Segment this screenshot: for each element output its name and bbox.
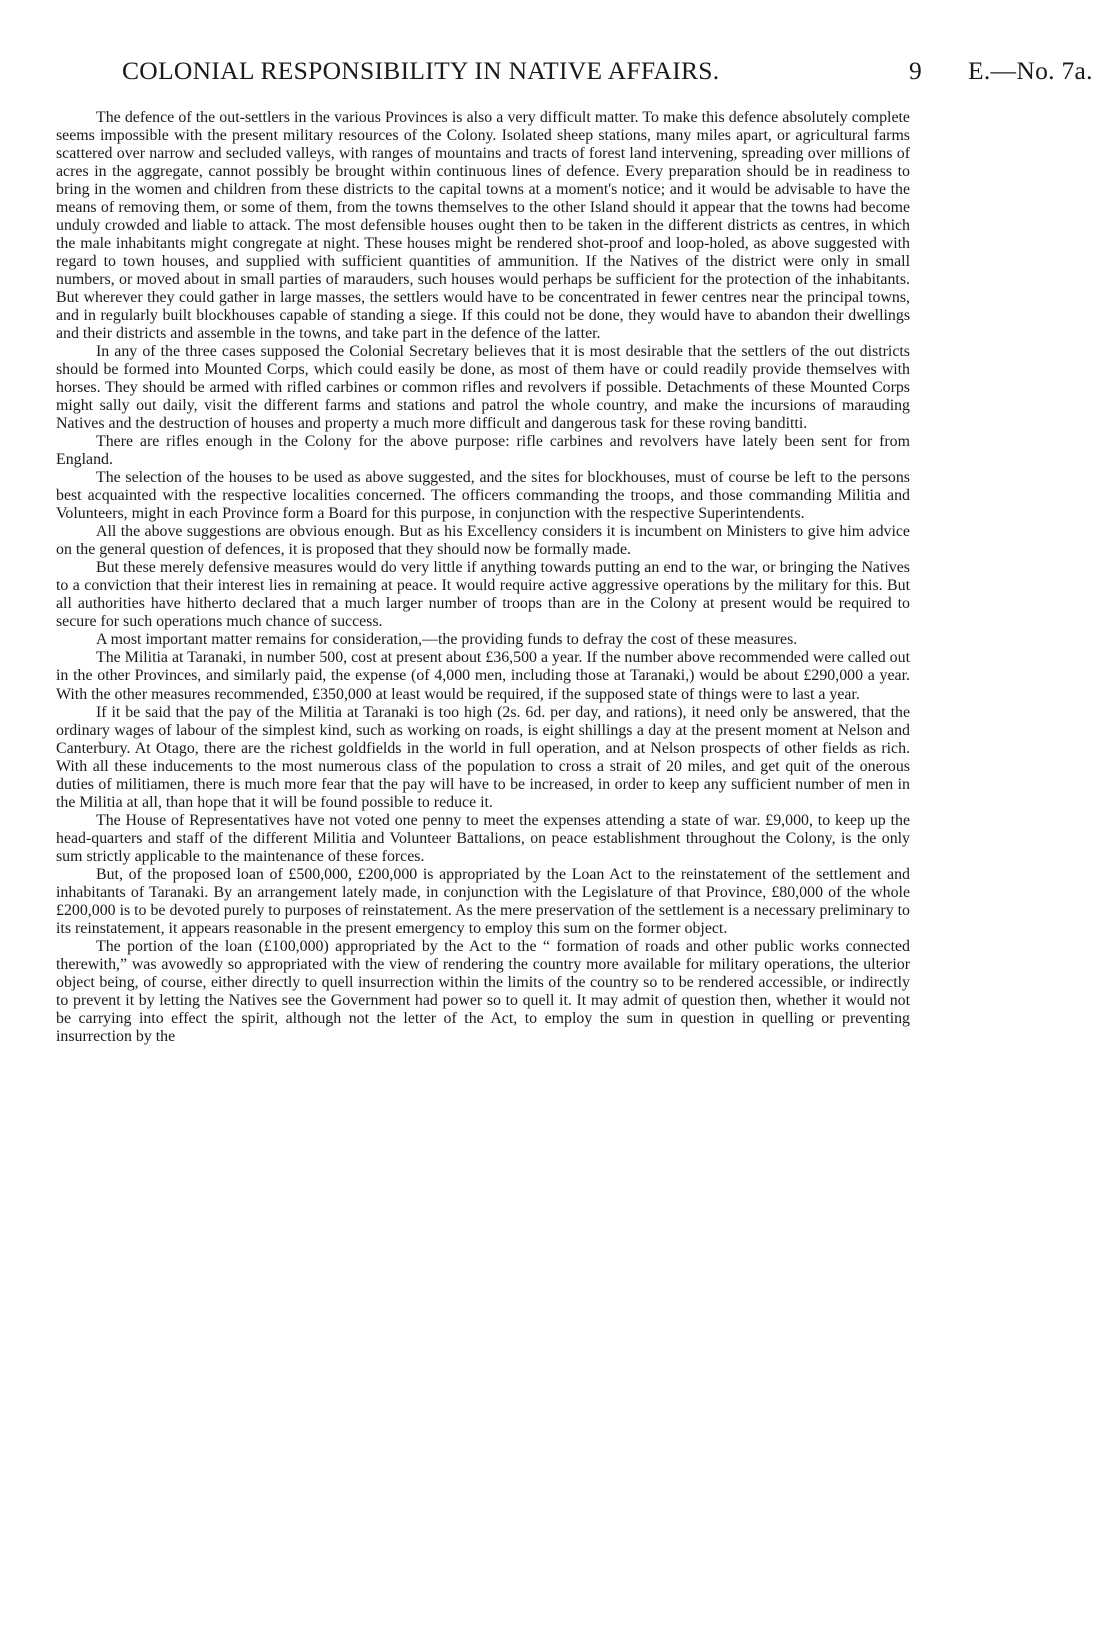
paragraph: But these merely defensive measures would do very little if anything towards putting an end to the war, or bringing the Natives to a conviction that their interest lies in remaining at peace. It would require active aggressive operations by the military for this. But all authorities have hitherto declared that a much larger number of troops than are in the Colony at present would be required to secure for such operations much chance of success. <box>56 559 910 631</box>
paragraph: The selection of the houses to be used as above suggested, and the sites for blockhouses, must of course be left to the persons best acquainted with the respective localities concerned. The officers commanding the troops, and those commanding Militia and Volunteers, might in each Province form a Board for this purpose, in conjunction with the respective Superintendents. <box>56 469 910 523</box>
paragraph: But, of the proposed loan of £500,000, £200,000 is appropriated by the Loan Act to the reinstatement of the settlement and inhabitants of Taranaki. By an arrangement lately made, in conjunction with the Legislature of that Province, £80,000 of the whole £200,000 is to be devoted purely to purposes of reinstatement. As the mere preservation of the settlement is a necessary preliminary to its reinstatement, it appears reasonable in the present emergency to employ this sum on the former object. <box>56 865 910 937</box>
paragraph: The Militia at Taranaki, in number 500, cost at present about £36,500 a year. If the number above recommended were called out in the other Provinces, and similarly paid, the expense (of 4,000 men, including those at Taranaki,) would be about £290,000 a year. With the other measures recommended, £350,000 at least would be required, if the supposed state of things were to last a year. <box>56 649 910 703</box>
running-title: COLONIAL RESPONSIBILITY IN NATIVE AFFAIRS. <box>122 56 720 85</box>
paragraph: If it be said that the pay of the Militia at Taranaki is too high (2s. 6d. per day, and rations), it need only be answered, that the ordinary wages of labour of the simplest kind, such as working on roads, is eight shillings a day at the present moment at Nelson and Canterbury. At Otago, there are the richest goldfields in the world in full operation, and at Nelson prospects of other fields as rich. With all these inducements to the most numerous class of the population to cross a strait of 20 miles, and get quit of the onerous duties of militiamen, there is much more fear that the pay will have to be increased, in order to keep any sufficient number of men in the Militia at all, than hope that it will be found possible to reduce it. <box>56 703 910 811</box>
page-number: 9 <box>909 56 923 85</box>
paragraph: There are rifles enough in the Colony for the above purpose: rifle carbines and revolvers have lately been sent for from England. <box>56 433 910 469</box>
document-series-reference: E.—No. 7a. <box>968 56 1093 85</box>
paragraph: All the above suggestions are obvious enough. But as his Excellency considers it is incumbent on Ministers to give him advice on the general question of defences, it is proposed that they should now be formally made. <box>56 523 910 559</box>
body-text <box>56 109 910 1046</box>
paragraph: The defence of the out-settlers in the various Provinces is also a very difficult matter. To make this defence absolutely complete seems impossible with the present military resources of the Colony. Isolated sheep stations, many miles apart, or agricultural farms scattered over narrow and secluded valleys, with ranges of mountains and tracts of forest land intervening, spreading over millions of acres in the aggregate, cannot possibly be brought within continuous lines of defence. Every preparation should be in readiness to bring in the women and children from these districts to the capital towns at a moment's notice; and it would be advisable to have the means of removing them, or some of them, from the towns themselves to the other Island should it appear that the towns had become unduly crowded and liable to attack. The most defensible houses ought then to be taken in the different districts as centres, in which the male inhabitants might congregate at night. These houses might be rendered shot-proof and loop-holed, as above suggested with regard to town houses, and supplied with sufficient quantities of ammunition. If the Natives of the district were only in small numbers, or moved about in small parties of marauders, such houses would perhaps be sufficient for the protection of the inhabitants. But wherever they could gather in large masses, the settlers would have to be concentrated in fewer centres near the principal towns, and in regularly built blockhouses capable of standing a siege. If this could not be done, they would have to abandon their dwellings and their districts and assemble in the towns, and take part in the defence of the latter. <box>56 109 910 343</box>
paragraph: A most important matter remains for consideration,—the providing funds to defray the cost of these measures. <box>96 631 798 649</box>
paragraph: The House of Representatives have not voted one penny to meet the expenses attending a state of war. £9,000, to keep up the head-quarters and staff of the different Militia and Volunteer Battalions, on peace establishment throughout the Colony, is the only sum strictly applicable to the maintenance of these forces. <box>56 811 910 865</box>
paragraph: The portion of the loan (£100,000) appropriated by the Act to the “ formation of roads and other public works connected therewith,” was avowedly so appropriated with the view of rendering the country more available for military operations, the ulterior object being, of course, either directly to quell insurrection within the limits of the country so to be rendered accessible, or indirectly to prevent it by letting the Natives see the Government had power so to quell it. It may admit of question then, whether it would not be carrying into effect the spirit, although not the letter of the Act, to employ the sum in question in quelling or preventing insurrection by the <box>56 937 910 1045</box>
paragraph: In any of the three cases supposed the Colonial Secretary believes that it is most desirable that the settlers of the out districts should be formed into Mounted Corps, which could easily be done, as most of them have or could readily provide themselves with horses. They should be armed with rifled carbines or common rifles and revolvers if possible. Detachments of these Mounted Corps might sally out daily, visit the different farms and stations and patrol the whole country, and make the incursions of marauding Natives and the destruction of houses and property a much more difficult and dangerous task for these roving banditti. <box>56 343 910 433</box>
running-head <box>122 56 1093 92</box>
